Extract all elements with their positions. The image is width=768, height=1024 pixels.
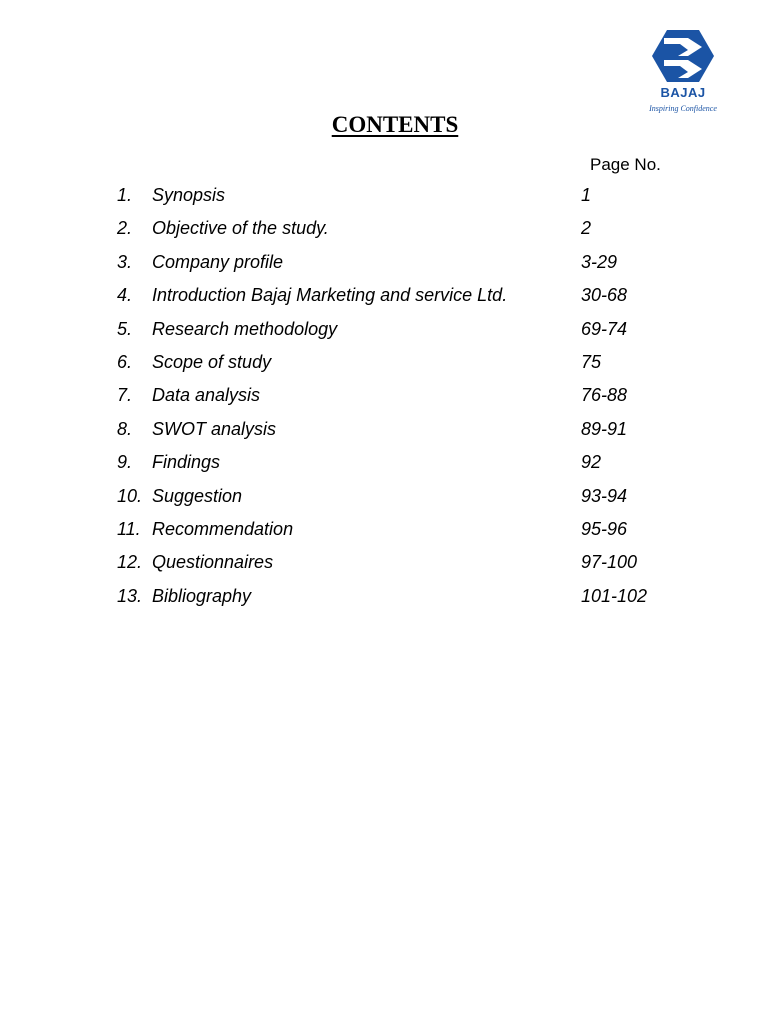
toc-label: Company profile xyxy=(152,251,284,272)
toc-number: 10. xyxy=(117,485,143,506)
toc-label: Bibliography xyxy=(152,585,252,606)
toc-number: 11. xyxy=(117,518,141,539)
toc-number: 2. xyxy=(117,218,133,239)
toc-row xyxy=(117,519,717,552)
toc-row xyxy=(117,552,717,585)
toc-number: 5. xyxy=(117,318,133,339)
toc-row xyxy=(117,252,717,285)
toc-row xyxy=(117,285,717,318)
toc-page: 30-68 xyxy=(581,285,628,306)
toc-number: 8. xyxy=(117,418,133,439)
toc-label: SWOT analysis xyxy=(152,418,277,439)
toc-number: 9. xyxy=(117,452,133,473)
toc-row xyxy=(117,185,717,218)
toc-label: Introduction Bajaj Marketing and service Ltd. xyxy=(152,285,508,306)
toc-page: 1 xyxy=(581,185,592,205)
toc-page: 2 xyxy=(581,218,592,239)
toc-label: Objective of the study. xyxy=(152,218,329,239)
page-number-header: Page No. xyxy=(590,155,661,174)
logo-tagline: Inspiring Confidence xyxy=(649,104,717,113)
toc-page: 89-91 xyxy=(581,418,628,439)
bajaj-hexagon-logo-icon xyxy=(652,30,714,82)
toc-row xyxy=(117,586,717,619)
toc-page: 75 xyxy=(581,351,602,372)
toc-page: 92 xyxy=(581,452,602,473)
toc-label: Findings xyxy=(152,452,221,473)
toc-page: 97-100 xyxy=(581,552,638,573)
toc-label: Research methodology xyxy=(152,318,338,339)
toc-number: 12. xyxy=(117,552,143,573)
toc-row xyxy=(117,486,717,519)
toc-label: Data analysis xyxy=(152,385,261,406)
toc-label: Synopsis xyxy=(152,185,226,205)
toc-row xyxy=(117,419,717,452)
bajaj-logo xyxy=(646,30,726,120)
toc-label: Scope of study xyxy=(152,351,272,372)
toc-row xyxy=(117,352,717,385)
toc-row xyxy=(117,385,717,418)
page-title: CONTENTS xyxy=(331,112,459,137)
toc-number: 7. xyxy=(117,385,133,406)
toc-page: 101-102 xyxy=(581,585,648,606)
toc-number: 1. xyxy=(117,185,133,205)
toc-page: 76-88 xyxy=(581,385,628,406)
toc-number: 3. xyxy=(117,251,133,272)
toc-row xyxy=(117,218,717,251)
toc-page: 95-96 xyxy=(581,518,628,539)
toc-number: 6. xyxy=(117,351,133,372)
toc-label: Suggestion xyxy=(152,485,243,506)
toc-page: 3-29 xyxy=(581,251,618,272)
logo-brand-text: BAJAJ xyxy=(660,85,706,100)
toc-number: 4. xyxy=(117,285,133,306)
toc-number: 13. xyxy=(117,585,143,606)
table-of-contents xyxy=(117,185,717,619)
toc-row xyxy=(117,319,717,352)
toc-label: Recommendation xyxy=(152,518,294,539)
toc-page: 69-74 xyxy=(581,318,628,339)
toc-row xyxy=(117,452,717,485)
toc-label: Questionnaires xyxy=(152,552,274,573)
toc-page: 93-94 xyxy=(581,485,628,506)
